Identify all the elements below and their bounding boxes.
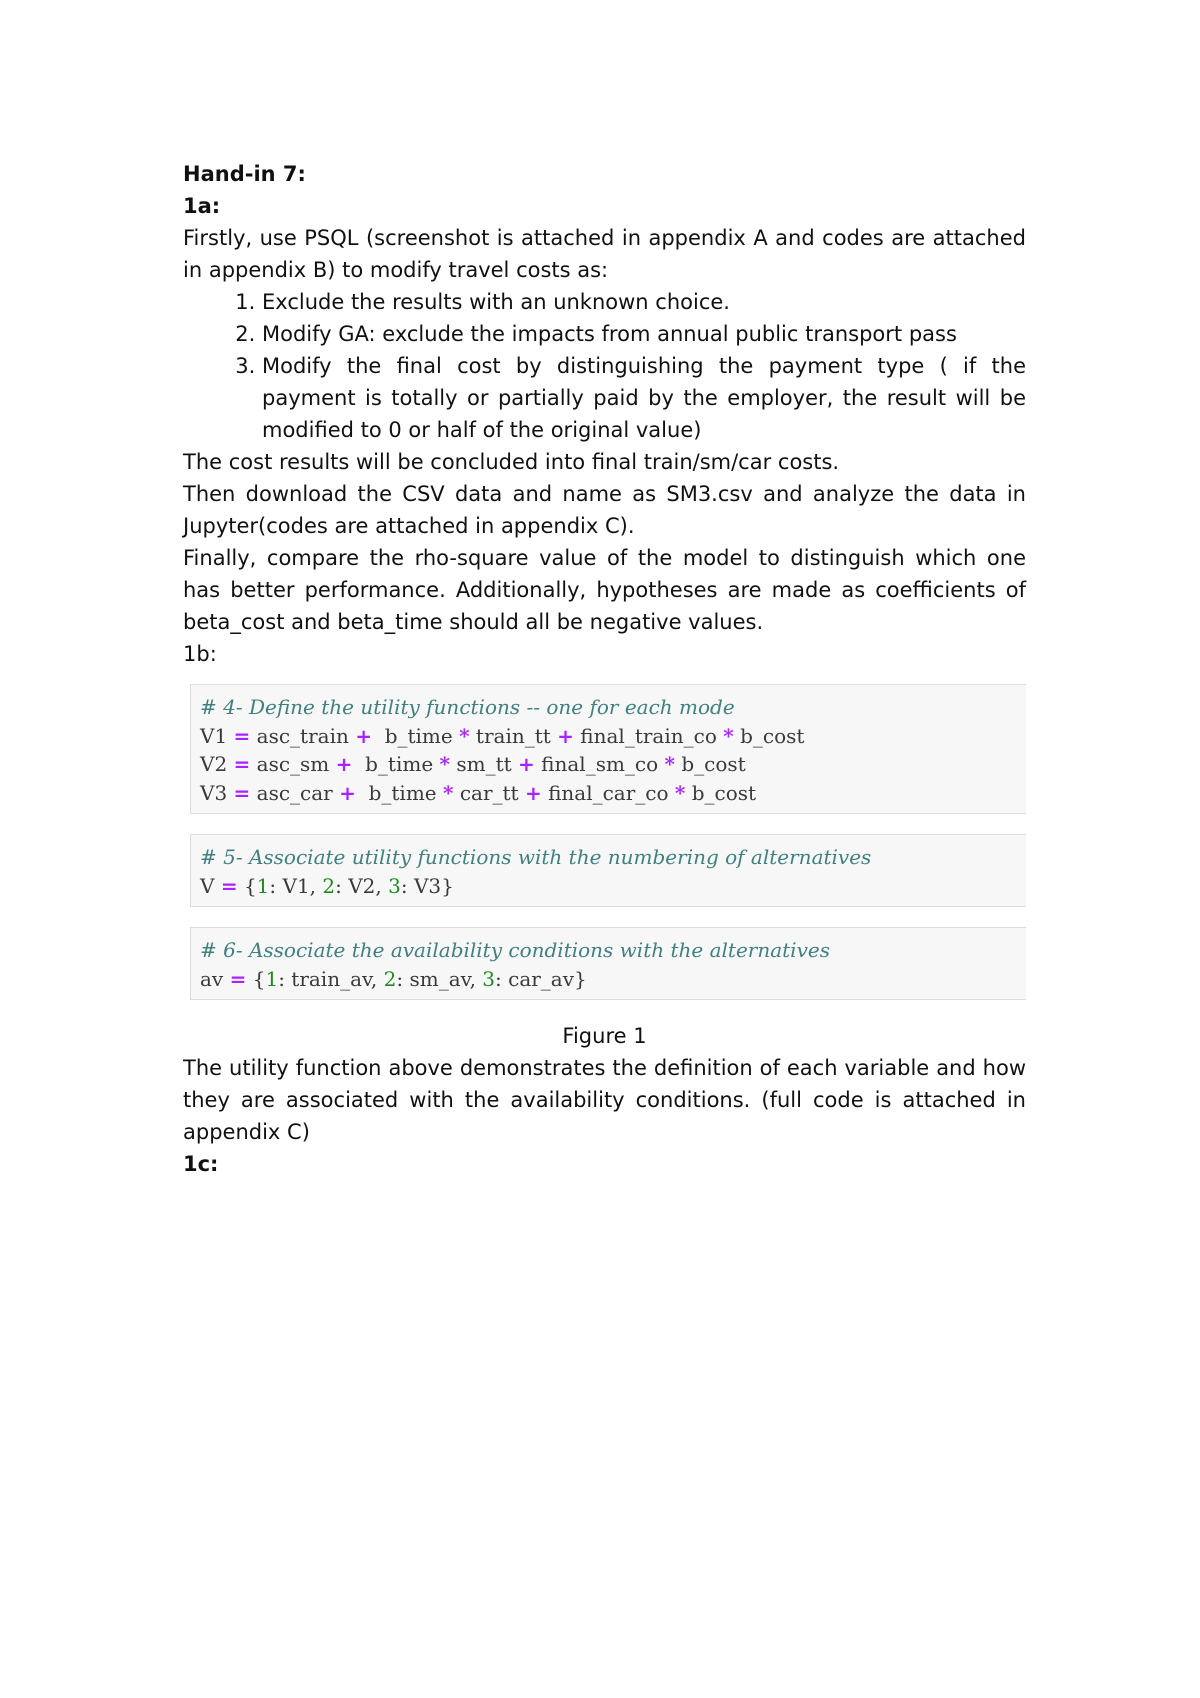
code-line-v-dict: V = {1: V1, 2: V2, 3: V3} (200, 873, 454, 898)
code-comment: # 4- Define the utility functions -- one for each mode (200, 695, 735, 719)
step-item: 3. Modify the final cost by distinguishing the payment type ( if the payment is totally or partially paid by the employer, the result will be modified to 0 or half of the original value) (262, 350, 1026, 446)
download-paragraph: Then download the CSV data and name as SM3.csv and analyze the data in Jupyter(codes are attached in appendix C). (183, 482, 1026, 538)
code-line-v3: V3 = asc_car + b_time * car_tt + final_car_co * b_cost (200, 780, 757, 805)
cost-results-paragraph: The cost results will be concluded into final train/sm/car costs. (183, 450, 840, 474)
section-1a-intro: Firstly, use PSQL (screenshot is attached in appendix A and codes are attached in appendix B) to modify travel costs as: (183, 226, 1026, 282)
step-item: 1. Exclude the results with an unknown choice. (262, 286, 1026, 318)
section-1b-heading: 1b: (183, 642, 217, 666)
document-title: Hand-in 7: (183, 162, 306, 186)
code-block-utility-functions (190, 684, 1026, 814)
section-1c-heading: 1c: (183, 1152, 219, 1176)
section-1a-heading: 1a: (183, 194, 221, 218)
code-line-v2: V2 = asc_sm + b_time * sm_tt + final_sm_co * b_cost (200, 752, 746, 776)
code-block-availability (190, 927, 1026, 1000)
code-line-v1: V1 = asc_train + b_time * train_tt + final_train_co * b_cost (200, 723, 805, 748)
modification-steps-list (183, 286, 1026, 446)
figure-caption: Figure 1 (562, 1024, 647, 1048)
code-block-utility-mapping (190, 834, 1026, 907)
step-item: 2. Modify GA: exclude the impacts from annual public transport pass (262, 318, 1026, 350)
code-comment: # 6- Associate the availability conditions with the alternatives (200, 938, 830, 962)
code-comment: # 5- Associate utility functions with the numbering of alternatives (200, 845, 872, 869)
code-line-av-dict: av = {1: train_av, 2: sm_av, 3: car_av} (200, 966, 587, 991)
explanation-paragraph: The utility function above demonstrates the definition of each variable and how they are associated with the availability conditions. (full code is attached in appendix C) (183, 1056, 1026, 1144)
comparison-paragraph: Finally, compare the rho-square value of the model to distinguish which one has better performance. Additionally, hypotheses are made as coefficients of beta_cost and beta_time should all be negative values. (183, 546, 1026, 634)
document-page (183, 158, 1026, 1180)
